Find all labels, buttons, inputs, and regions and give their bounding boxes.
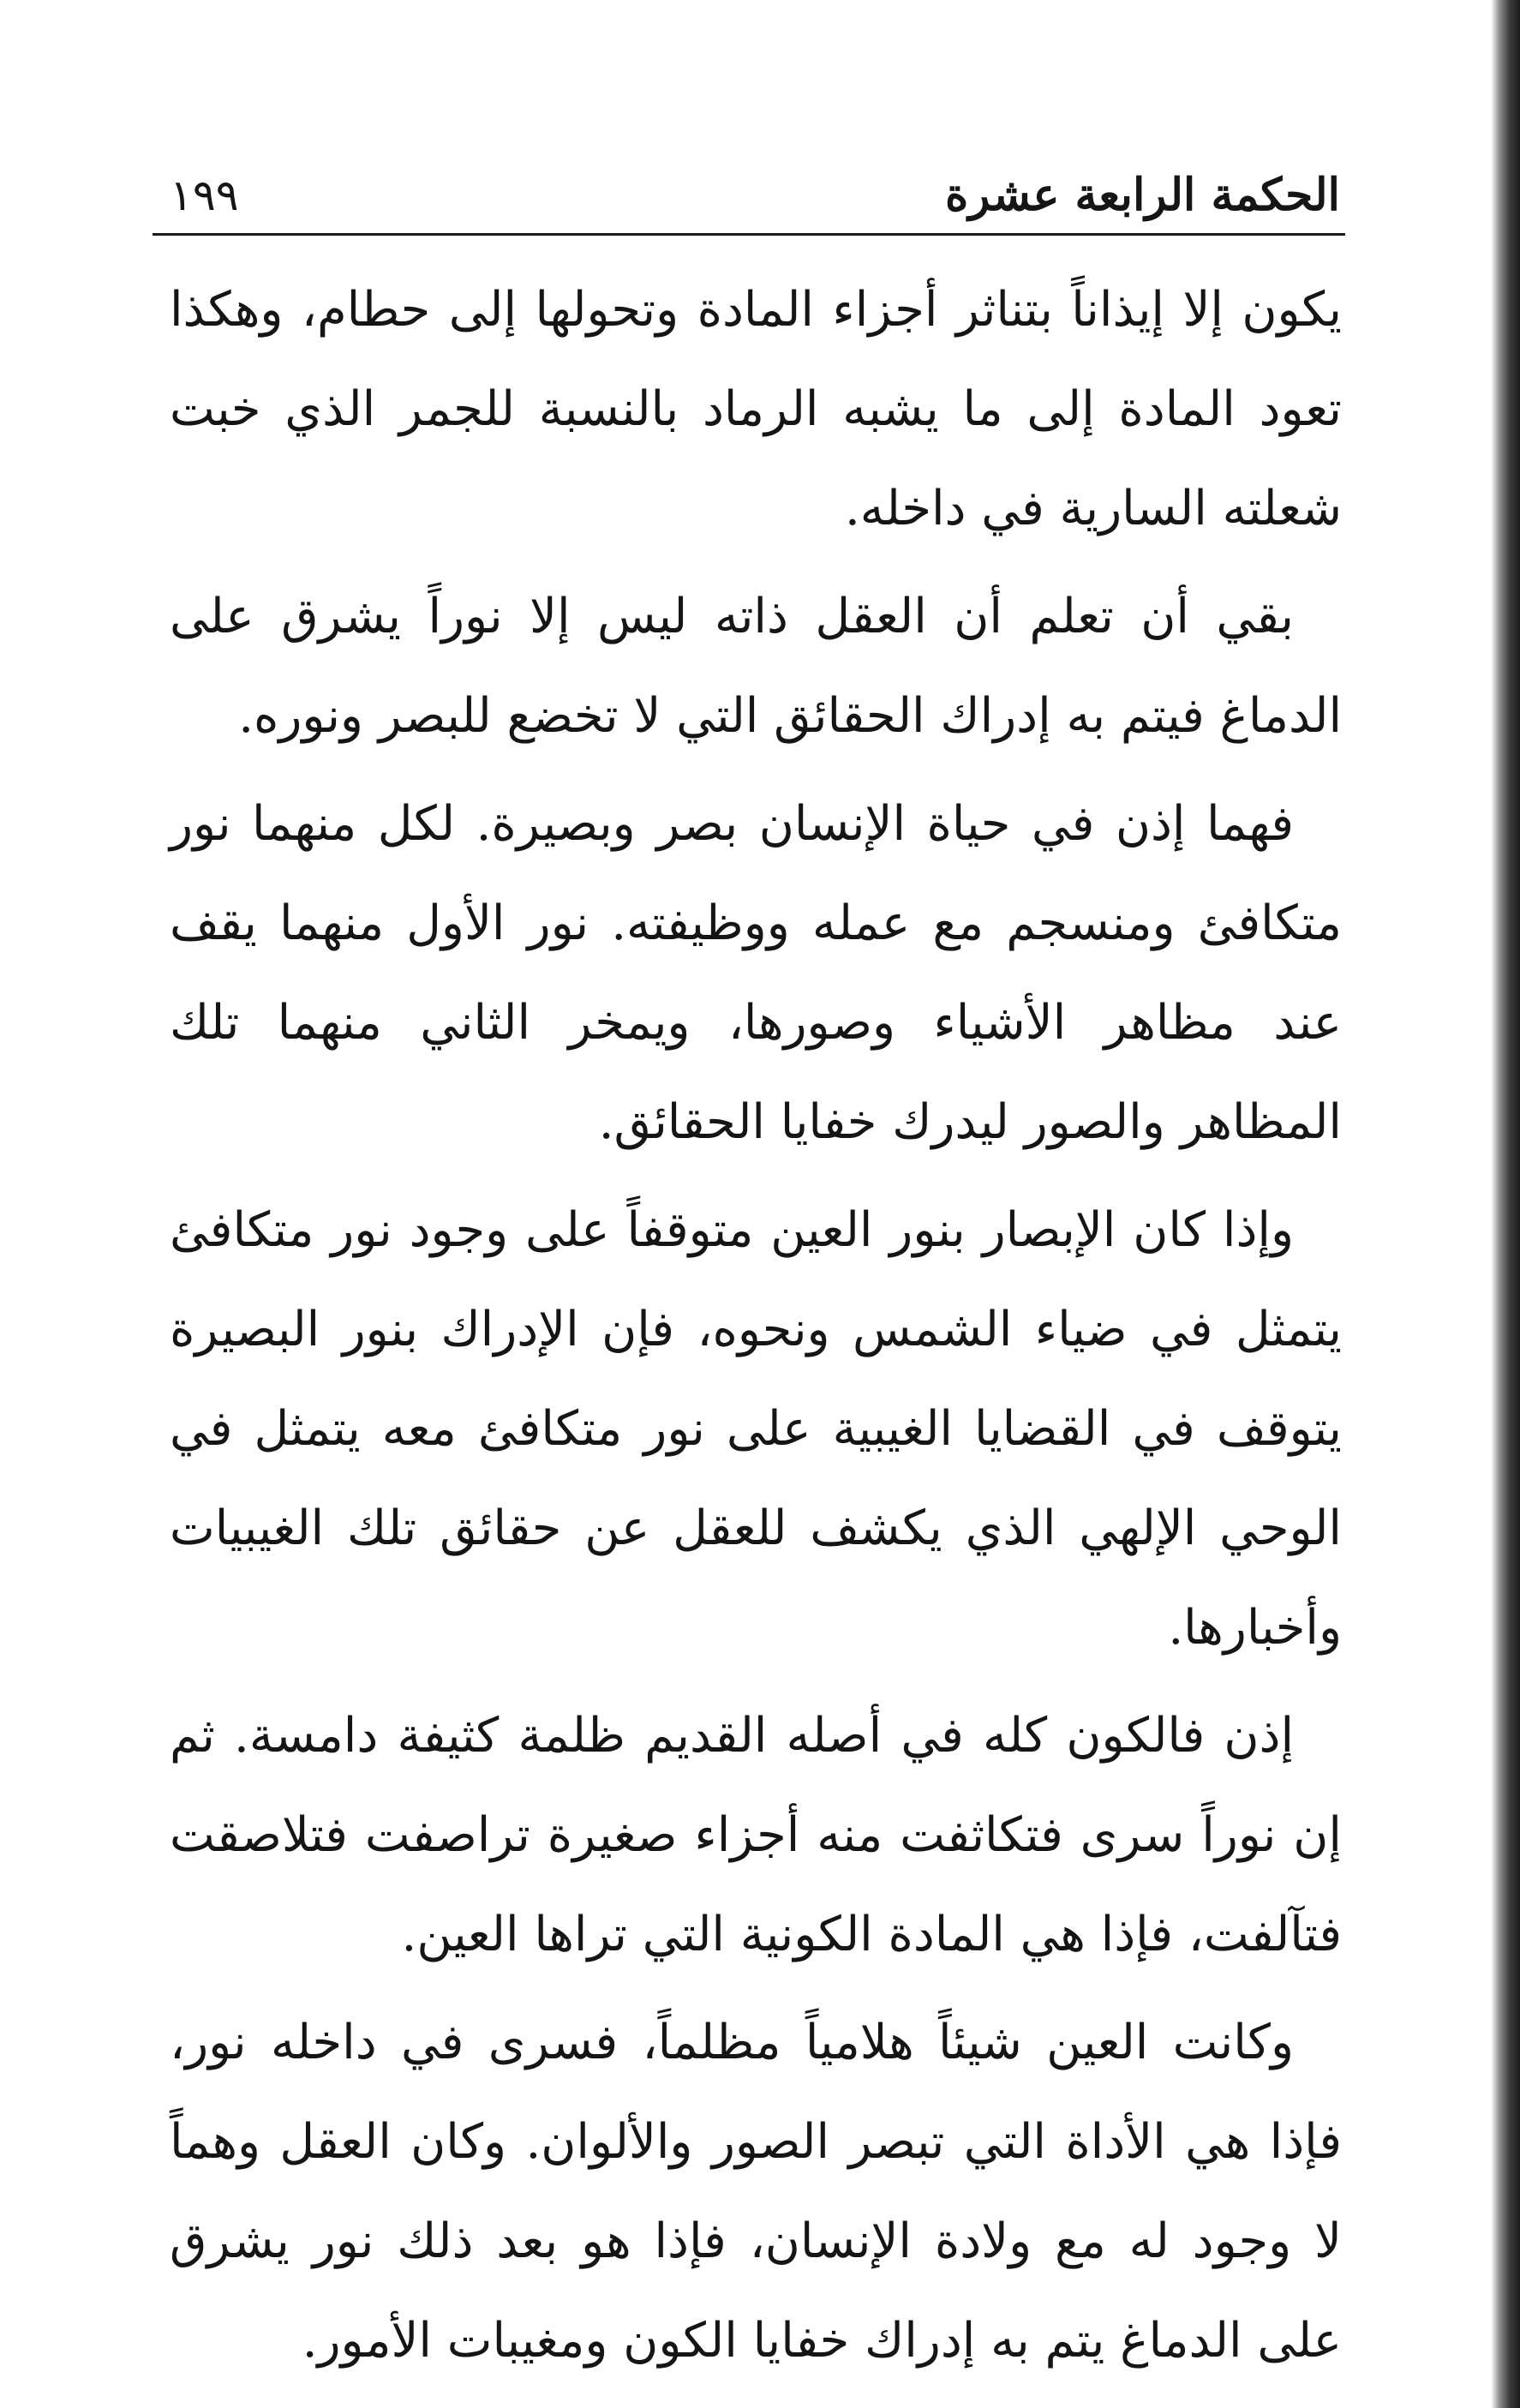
paragraph: وإذا كان الإبصار بنور العين متوقفاً على وجود نور متكافئ يتمثل في ضياء الشمس ونحوه، فإن الإدراك بنور البصيرة يتوقف في القضايا الغيبية على نور متكافئ معه يتمثل في الوحي الإلهي الذي يكشف للعقل عن حقائق تلك الغيبيات وأخبارها. <box>170 1202 1342 1656</box>
paragraph: بقي أن تعلم أن العقل ذاته ليس إلا نوراً يشرق على الدماغ فيتم به إدراك الحقائق التي لا تخضع للبصر ونوره. <box>170 589 1342 744</box>
paragraph-continuation: يكون إلا إيذاناً بتناثر أجزاء المادة وتحولها إلى حطام، وهكذا تعود المادة إلى ما يشبه الرماد بالنسبة للجمر الذي خبت شعلته السارية في داخله. <box>170 282 1342 536</box>
scan-binding-shadow <box>1491 0 1520 2408</box>
paragraph: وكانت العين شيئاً هلامياً مظلماً، فسرى في داخله نور، فإذا هي الأداة التي تبصر الصور والألوان. وكان العقل وهماً لا وجود له مع ولادة الإنسان، فإذا هو بعد ذلك نور يشرق على الدماغ يتم به إدراك خفايا الكون ومغيبات الأمور. <box>170 2015 1342 2369</box>
header-rule <box>153 233 1345 236</box>
body-text <box>170 261 1342 2399</box>
running-header <box>170 161 1340 230</box>
paragraph: فهما إذن في حياة الإنسان بصر وبصيرة. لكل منهما نور متكافئ ومنسجم مع عمله ووظيفته. نور الأول منهما يقف عند مظاهر الأشياء وصورها، ويمخر الثاني منهما تلك المظاهر والصور ليدرك خفايا الحقائق. <box>170 796 1342 1150</box>
page-number: ١٩٩ <box>170 171 239 220</box>
paragraph: إذن فالكون كله في أصله القديم ظلمة كثيفة دامسة. ثم إن نوراً سرى فتكاثفت منه أجزاء صغيرة تراصفت فتلاصقت فتآلفت، فإذا هي المادة الكونية التي تراها العين. <box>170 1708 1342 1962</box>
running-header-title: الحكمة الرابعة عشرة <box>945 169 1340 221</box>
